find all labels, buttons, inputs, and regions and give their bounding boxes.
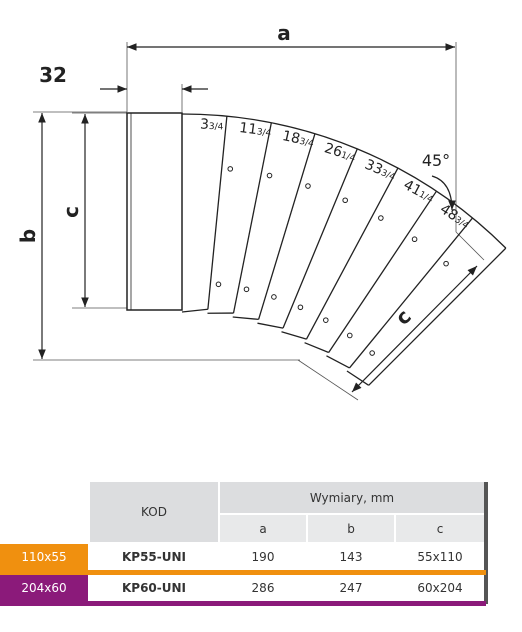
row-c: 55x110 (417, 550, 463, 564)
rivet-dot (347, 333, 352, 338)
row-b: 247 (339, 581, 363, 595)
header-col-a: a (220, 515, 306, 542)
rivet-dot (379, 216, 384, 221)
segment-divider (208, 116, 227, 309)
dim-label-32: 32 (39, 63, 67, 87)
table-row (0, 575, 486, 601)
segment-divider (283, 149, 357, 328)
segment-label-main: 26 (322, 140, 345, 161)
segment-inner-edge (326, 356, 349, 368)
dim-label-a: a (277, 21, 291, 45)
header-kod: KOD (90, 482, 218, 542)
segment-label-main: 33 (362, 156, 385, 179)
segment-label-fraction: 3/4 (256, 127, 272, 140)
rivet-dot (343, 198, 348, 203)
table-row (0, 544, 486, 570)
segment-inner-edge (305, 343, 329, 353)
rivet-dot (267, 173, 272, 178)
segment-inner-edge (257, 323, 283, 328)
segment-label-fraction: 1/4 (339, 150, 357, 165)
dimension-lines (42, 47, 477, 392)
row-a: 286 (251, 581, 275, 595)
straight-duct (127, 113, 182, 310)
segment-label-fraction: 1/4 (416, 189, 435, 206)
segment-divider (259, 134, 315, 320)
segment-label-main: 41 (400, 177, 424, 200)
rivet-dot (228, 167, 233, 172)
segment-label-fraction: 3/4 (298, 136, 315, 150)
segment-label-main: 18 (280, 128, 302, 148)
segment-inner-edge (182, 309, 208, 312)
segment-label (281, 128, 316, 151)
segment-divider (369, 248, 506, 385)
segment-label-fraction: 3/4 (379, 168, 397, 184)
row-b: 143 (339, 550, 363, 564)
segment-label-fraction: 3/4 (208, 121, 224, 133)
rivet-dot (412, 237, 417, 242)
dim-label-c-right: c (390, 304, 416, 330)
row-c: 60x204 (417, 581, 463, 595)
row-kod: KP60-UNI (121, 581, 187, 595)
segment-label-fraction: 3/4 (452, 215, 471, 232)
header-col-b: b (308, 515, 394, 542)
segment-label (200, 116, 224, 133)
rivet-dot (298, 305, 303, 310)
rivet-dot (370, 351, 375, 356)
row-kod: KP55-UNI (121, 550, 187, 564)
segment-label (322, 140, 358, 165)
segment-label-main: 11 (238, 119, 259, 139)
segment-label (401, 177, 437, 206)
rivet-dot (306, 184, 311, 189)
segment-labels (200, 116, 473, 232)
segment-inner-edge (281, 332, 306, 339)
segment-label (437, 201, 473, 232)
segment-inner-edge (233, 317, 259, 319)
rivet-dot (444, 261, 449, 266)
segment-label-main: 3 (199, 116, 210, 133)
row-separator (0, 601, 486, 606)
rivet-dot (244, 287, 249, 292)
size-tag: 204x60 (0, 575, 88, 601)
rivet-dot (272, 295, 277, 300)
header-wymiary: Wymiary, mm (220, 482, 484, 513)
segment-label (238, 120, 272, 140)
dim-label-c-left: c (59, 206, 83, 218)
row-a: 190 (251, 550, 275, 564)
dim-label-b: b (16, 228, 40, 244)
segment-label-main: 48 (436, 201, 461, 225)
segment-label (362, 157, 398, 184)
header-col-c: c (396, 515, 484, 542)
size-tag: 110x55 (0, 544, 88, 570)
rivet-dot (323, 318, 328, 323)
rivet-dot (216, 282, 221, 287)
angle-label: 45° (421, 151, 451, 170)
segment-divider (306, 168, 397, 339)
segment-divider (234, 123, 272, 313)
